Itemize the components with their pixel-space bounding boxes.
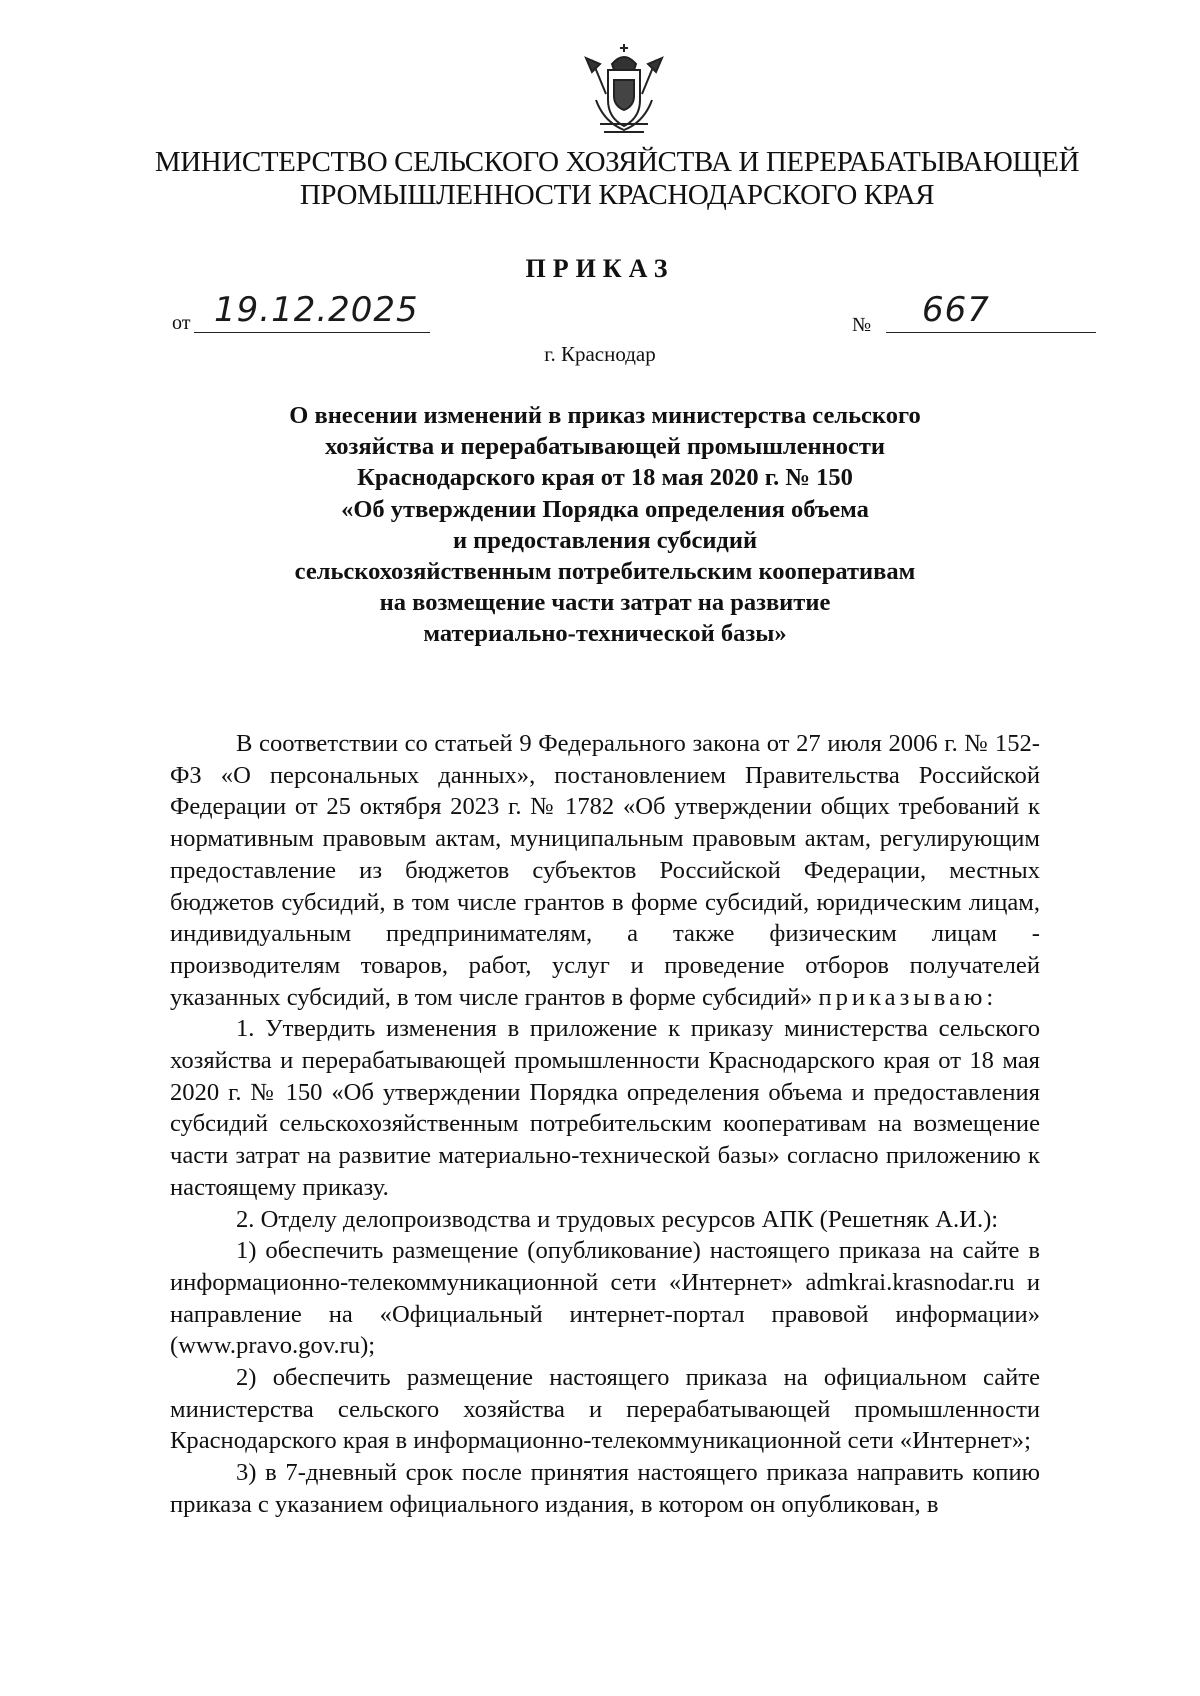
document-body (170, 728, 1040, 1521)
ministry-line-1: МИНИСТЕРСТВО СЕЛЬСКОГО ХОЗЯЙСТВА И ПЕРЕРАБАТЫВАЮЩЕЙ (154, 146, 1080, 178)
paragraph-subitem-3: 3) в 7-дневный срок после принятия настоящего приказа направить копию приказа с указанием официального издания, в котором он опубликован, в (170, 1459, 1040, 1518)
title-line: на возмещение части затрат на развитие (379, 589, 831, 617)
order-word: приказываю: (818, 983, 998, 1011)
handwritten-number: 667 (922, 290, 990, 330)
title-line: хозяйства и перерабатывающей промышленности (324, 433, 886, 461)
document-title (190, 400, 1020, 650)
paragraph-preamble (170, 728, 1040, 1013)
handwritten-date: 19.12.2025 (214, 290, 419, 330)
preamble-text: В соответствии со статьей 9 Федерального закона от 27 июля 2006 г. № 152-ФЗ «О персональных данных», постановлением Правительства Российской Федерации от 25 октября 2023 г. № 1782 «Об утверждении общих требований к нормативным правовым актам, муниципальным правовым актам, регулирующим предоставление из бюджетов субъектов Российской Федерации, местных бюджетов субсидий, в том числе грантов в форме субсидий, юридическим лицам, индивидуальным предпринимателям, а также физическим лицам - производителям товаров, работ, услуг и проведение отборов получателей указанных субсидий, в том числе грантов в форме субсидий» (170, 730, 1040, 1011)
title-line: Краснодарского края от 18 мая 2020 г. № 150 (357, 464, 853, 492)
title-line: и предоставления субсидий (452, 526, 758, 554)
ministry-line-2: ПРОМЫШЛЕННОСТИ КРАСНОДАРСКОГО КРАЯ (299, 179, 935, 211)
title-line: сельскохозяйственным потребительским кооперативам (294, 558, 916, 586)
number-line (886, 290, 1096, 333)
title-line: О внесении изменений в приказ министерства сельского (289, 402, 921, 429)
paragraph-item-2: 2. Отделу делопроизводства и трудовых ресурсов АПК (Решетняк А.И.): (236, 1205, 999, 1233)
coat-of-arms-icon (578, 40, 670, 140)
number-label: № (852, 314, 872, 336)
title-line: «Об утверждении Порядка определения объема (341, 495, 869, 523)
date-label: от (172, 312, 191, 334)
document-type: ПРИКАЗ (525, 254, 675, 283)
date-line (194, 290, 430, 333)
ministry-name (150, 146, 1084, 212)
paragraph-subitem-1: 1) обеспечить размещение (опубликование) настоящего приказа на сайте в информационно-телекоммуникационной сети «Интернет» admkrai.krasnodar.ru и направление на «Официальный интернет-портал правовой информации» (www.pravo.gov.ru); (170, 1237, 1040, 1360)
city: г. Краснодар (544, 342, 656, 366)
paragraph-subitem-2: 2) обеспечить размещение настоящего приказа на официальном сайте министерства сельского хозяйства и перерабатывающей промышленности Краснодарского края в информационно-телекоммуникационной сети «Интернет»; (170, 1364, 1040, 1455)
title-line: материально-технической базы» (423, 620, 787, 648)
paragraph-item-1: 1. Утвердить изменения в приложение к приказу министерства сельского хозяйства и перерабатывающей промышленности Краснодарского края от 18 мая 2020 г. № 150 «Об утверждении Порядка определения объема и предоставления субсидий сельскохозяйственным потребительским кооперативам на возмещение части затрат на развитие материально-технической базы» согласно приложению к настоящему приказу. (170, 1015, 1040, 1201)
